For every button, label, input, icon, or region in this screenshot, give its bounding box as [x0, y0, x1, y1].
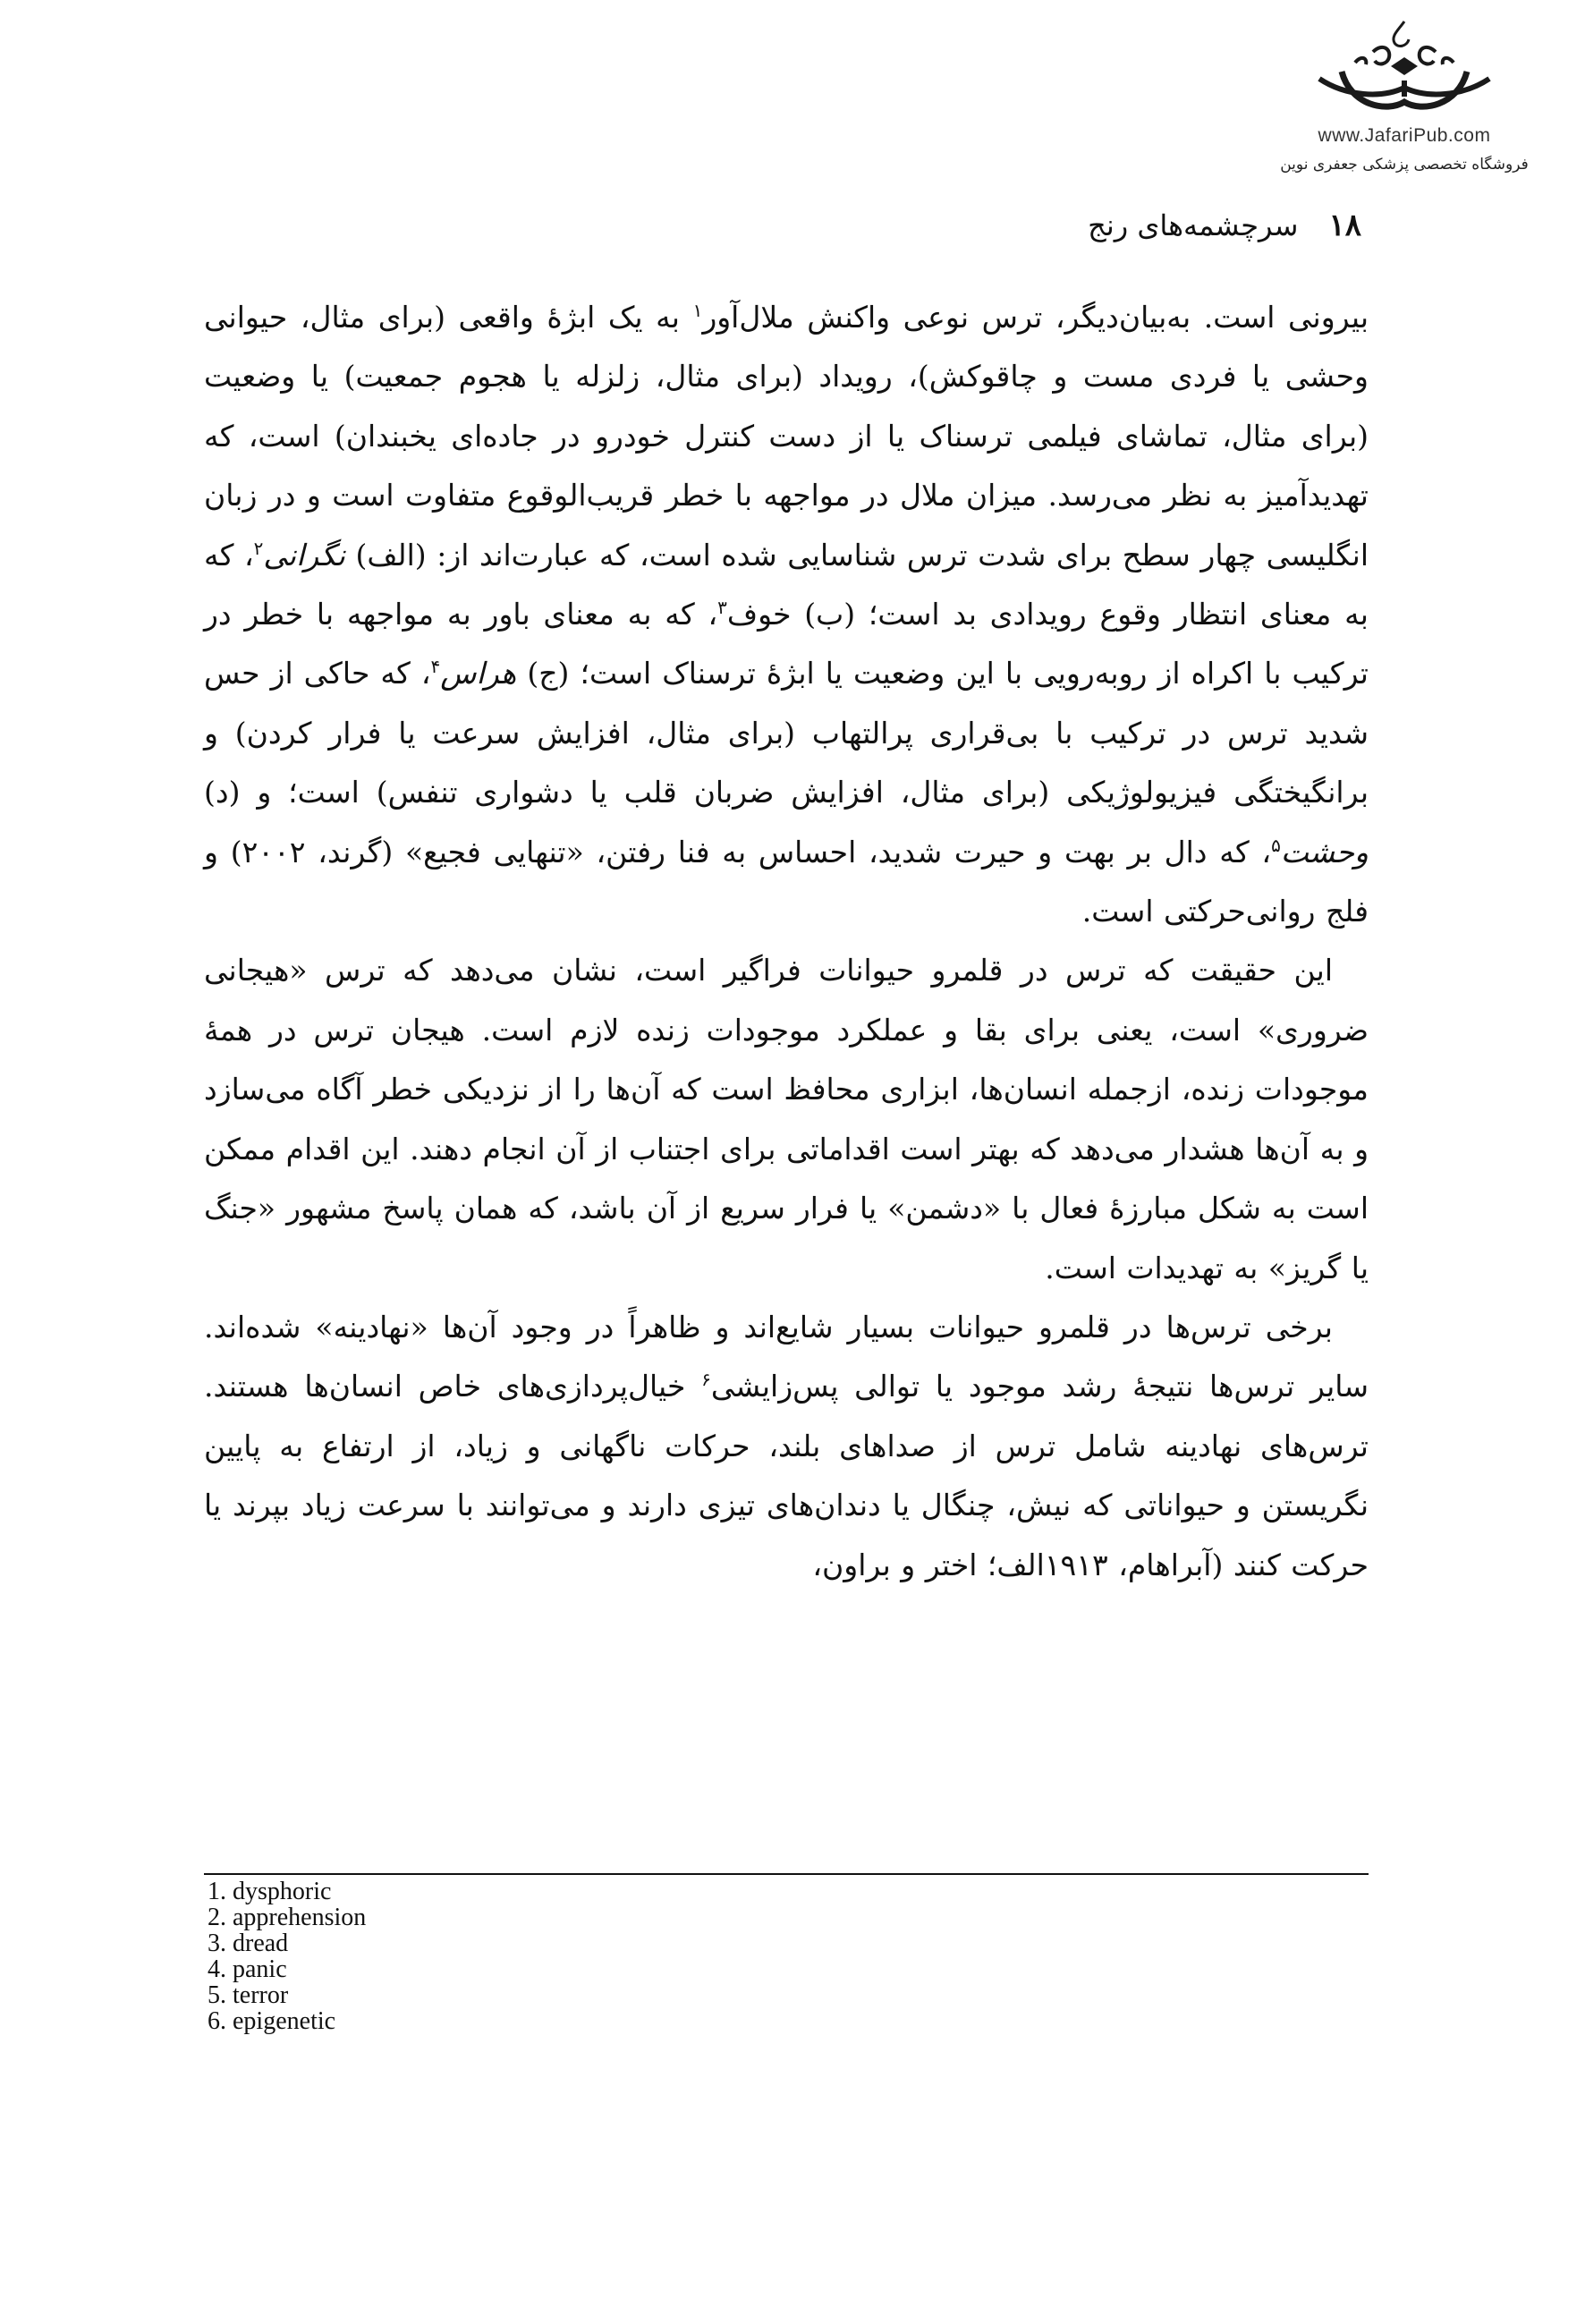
text-span: برخی ترس‌ها در قلمرو حیوانات بسیار شایع‌اند و ظاهراً در وجود آن‌ها «نهادینه» شده‌اند. سایر ترس‌ها نتیجهٔ رشد موجود یا توالی پس‌زایشی	[204, 1309, 1369, 1404]
paragraph-1	[204, 288, 1369, 941]
running-header	[1088, 208, 1361, 243]
publisher-url[interactable]: www.JafariPub.com	[1318, 125, 1491, 146]
footnote-item: 6. epigenetic	[208, 2007, 336, 2035]
publisher-logo	[1243, 16, 1565, 174]
text-span: ، که به معنای باور به مواجهه با خطر در ترکیب با اکراه از روبه‌رویی با این وضعیت یا ابژهٔ ترسناک است؛ (ج)	[204, 597, 1369, 691]
footnote-marker: ۱	[692, 300, 703, 321]
footnote-marker: ۶	[701, 1369, 711, 1391]
footnote-marker: ۳	[717, 597, 727, 619]
footnote-item: 3. dread	[208, 1930, 289, 1957]
footnote-marker: ۲	[253, 537, 264, 559]
term-panic: هراس	[440, 656, 517, 691]
footnotes-list	[208, 1879, 366, 2034]
text-span: خیال‌پردازی‌های خاص انسان‌ها هستند. ترس‌های نهادینه شامل ترس از صداهای بلند، حرکات ناگهانی و زیاد، از ارتفاع به پایین نگریستن و حیواناتی که نیش، چنگال یا دندان‌های تیزی دارند و می‌توانند با سرعت زیاد بپرند یا حرکت کنند (آبراهام، ۱۹۱۳الف؛ اختر و براون،	[204, 1369, 1369, 1582]
footnote-marker: ۴	[430, 656, 441, 678]
text-span: به یک ابژهٔ واقعی (برای مثال، حیوانی وحشی یا فردی مست و چاقوکش)، رویداد (برای مثال، زلزله یا هجوم جمعیت) یا وضعیت (برای مثال، تماشای فیلمی ترسناک یا از دست کنترل خودرو در جاده‌ای یخبندان) است، که تهدیدآمیز به نظر می‌رسد. میزان ملال در مواجهه با خطر قریب‌الوقوع متفاوت است و در زبان انگلیسی چهار سطح برای شدت ترس شناسایی شده است، که عبارت‌اند از: (الف)	[204, 300, 1369, 573]
footnote-marker: ۵	[1271, 834, 1281, 856]
text-span: ، که دال بر بهت و حیرت شدید، احساس به فنا رفتن، «تنهایی فجیع» (گرند، ۲۰۰۲) و فلج روانی‌حرکتی است.	[204, 834, 1369, 929]
running-title: سرچشمه‌های رنج	[1088, 208, 1299, 242]
text-span: ، که به معنای انتظار وقوع رویدادی بد است؛ (ب) خوف	[204, 537, 1369, 632]
footnote-item: 2. apprehension	[208, 1904, 367, 1931]
footnote-item: 1. dysphoric	[208, 1878, 332, 1905]
term-terror: وحشت	[1280, 834, 1369, 869]
footnote-item: 4. panic	[208, 1955, 287, 1983]
footnote-item: 5. terror	[208, 1981, 289, 2009]
text-span: ، که حاکی از حس شدید ترس در ترکیب با بی‌قراری پرالتهاب (برای مثال، افزایش سرعت یا فرار کردن) و برانگیختگی فیزیولوژیکی (برای مثال، افزایش ضربان قلب یا دشواری تنفس) است؛ و (د)	[204, 656, 1369, 810]
text-span: بیرونی است. به‌بیان‌دیگر، ترس نوعی واکنش ملال‌آور	[702, 300, 1369, 335]
paragraph-3	[204, 1298, 1369, 1595]
paragraph-2: این حقیقت که ترس در قلمرو حیوانات فراگیر است، نشان می‌دهد که ترس «هیجانی ضروری» است، یعنی برای بقا و عملکرد موجودات زنده لازم است. هیجان ترس در همهٔ موجودات زنده، ازجمله انسان‌ها، ابزاری محافظ است که آن‌ها را از نزدیکی خطر آگاه می‌سازد و به آن‌ها هشدار می‌دهد که بهتر است اقداماتی برای اجتناب از آن انجام دهند. این اقدام ممکن است به شکل مبارزهٔ فعال با «دشمن» یا فرار سریع از آن باشد، که همان پاسخ مشهور «جنگ یا گریز» به تهدیدات است.	[204, 953, 1369, 1285]
footnote-divider	[204, 1873, 1369, 1875]
publisher-tagline: فروشگاه تخصصی پزشکی جعفری نوین	[1280, 156, 1529, 174]
body-text	[204, 288, 1369, 1595]
page-number: ۱۸	[1328, 208, 1361, 243]
jafari-calligraphy-logo-icon	[1301, 16, 1507, 123]
term-apprehension: نگرانی	[263, 537, 345, 573]
